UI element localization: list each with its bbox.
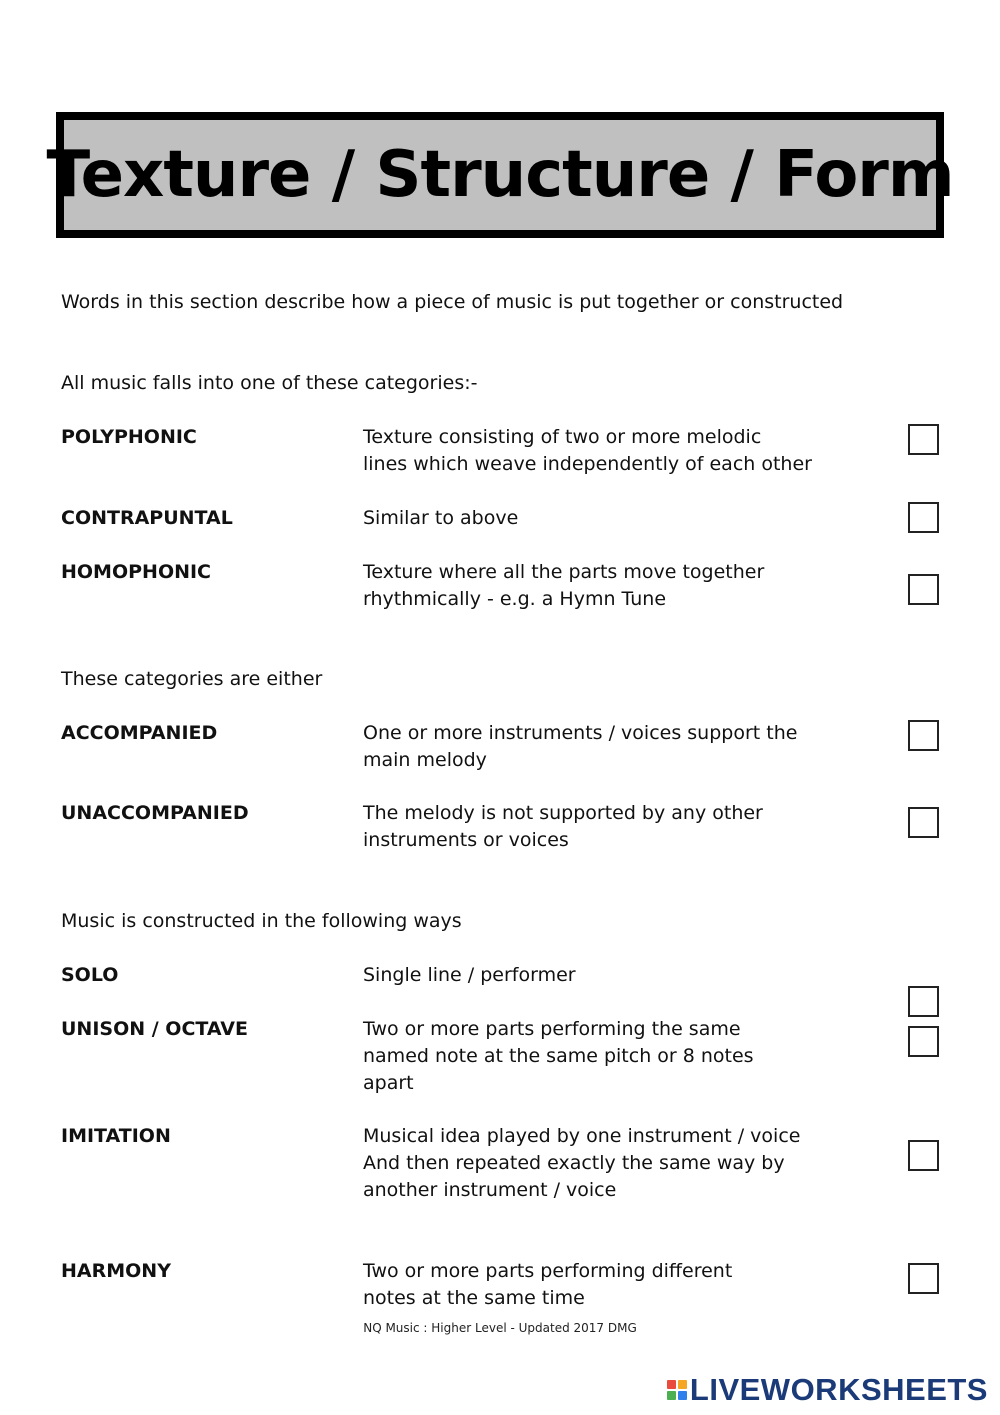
definition-unison-octave: Two or more parts performing the same named note at the same pitch or 8 notes apart — [363, 1018, 754, 1094]
section-heading-either: These categories are either — [61, 668, 323, 690]
checkbox-solo[interactable] — [908, 986, 939, 1017]
checkbox-homophonic[interactable] — [908, 574, 939, 605]
section-heading-constructed: Music is constructed in the following ways — [61, 910, 462, 932]
checkbox-unaccompanied[interactable] — [908, 807, 939, 838]
definition-harmony: Two or more parts performing different notes at the same time — [363, 1260, 733, 1309]
term-harmony: HARMONY — [61, 1260, 171, 1282]
term-polyphonic: POLYPHONIC — [61, 426, 197, 448]
definition-polyphonic: Texture consisting of two or more melodic lines which weave independently of each other — [363, 426, 812, 475]
title-banner — [46, 112, 954, 238]
checkbox-polyphonic[interactable] — [908, 424, 939, 455]
term-unaccompanied: UNACCOMPANIED — [61, 802, 249, 824]
term-homophonic: HOMOPHONIC — [61, 561, 212, 583]
liveworksheets-logo[interactable] — [667, 1372, 988, 1408]
term-accompanied: ACCOMPANIED — [61, 722, 218, 744]
definition-accompanied: One or more instruments / voices support the main melody — [363, 722, 798, 771]
intro-text: Words in this section describe how a piece of music is put together or constructed — [61, 291, 844, 313]
term-contrapuntal: CONTRAPUNTAL — [61, 507, 233, 529]
liveworksheets-icon — [667, 1380, 687, 1400]
brand-name: LIVEWORKSHEETS — [689, 1372, 988, 1407]
term-unison-octave: UNISON / OCTAVE — [61, 1018, 248, 1040]
term-solo: SOLO — [61, 964, 119, 986]
page-title: Texture / Structure / Form — [46, 138, 954, 212]
checkbox-harmony[interactable] — [908, 1263, 939, 1294]
checkbox-unison-octave[interactable] — [908, 1026, 939, 1057]
definition-unaccompanied: The melody is not supported by any other instruments or voices — [363, 802, 763, 851]
footer-text: NQ Music : Higher Level - Updated 2017 DMG — [363, 1321, 637, 1335]
definition-solo: Single line / performer — [363, 964, 576, 986]
section-heading-categories: All music falls into one of these categories:- — [61, 372, 478, 394]
term-imitation: IMITATION — [61, 1125, 171, 1147]
definition-contrapuntal: Similar to above — [363, 507, 519, 529]
checkbox-contrapuntal[interactable] — [908, 502, 939, 533]
definition-homophonic: Texture where all the parts move together rhythmically - e.g. a Hymn Tune — [363, 561, 765, 610]
checkbox-accompanied[interactable] — [908, 720, 939, 751]
definition-imitation: Musical idea played by one instrument / voice And then repeated exactly the same way by another instrument / voice — [363, 1125, 801, 1201]
checkbox-imitation[interactable] — [908, 1140, 939, 1171]
